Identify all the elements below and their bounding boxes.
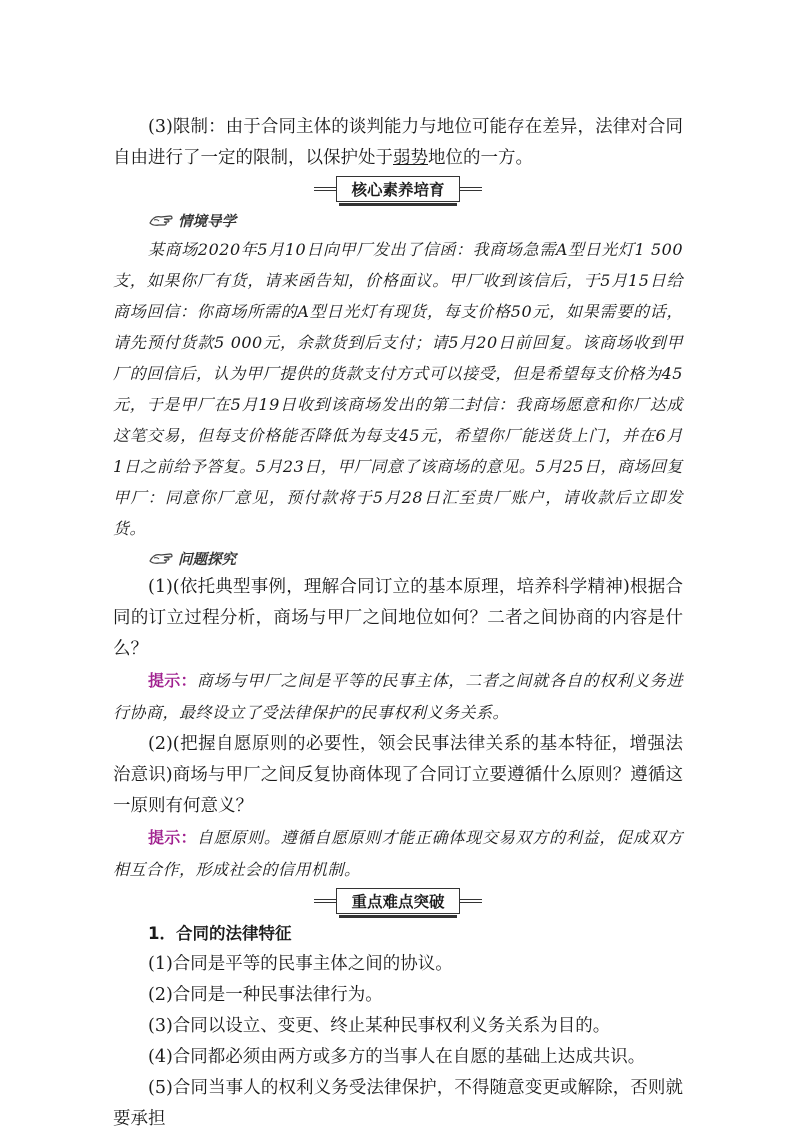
answer-2-text: 自愿原则。遵循自愿原则才能正确体现交易双方的利益，促成双方相互合作，形成社会的信用机制。 [113,828,683,879]
scenario-text: 某商场2020年5月10日向甲厂发出了信函：我商场急需A型日光灯1 500支，如果你厂有货，请来函告知，价格面议。甲厂收到该信后，于5月15日给商场回信：你商场所需的A型日光灯有现货，每支价格50元，如果需要的话，请先预付货款5 000元，余款货到后支付；请5月20日前回复。该商场收到甲厂的回信后，认为甲厂提供的货款支付方式可以接受，但是希望每支价格为45元，于是甲厂在5月19日收到该商场发出的第二封信：我商场愿意和你厂达成这笔交易，但每支价格能否降低为每支45元，希望你厂能送货上门，并在6月1日之前给予答复。5月23日，甲厂同意了该商场的意见。5月25日，商场回复甲厂：同意你厂意见，预付款将于5月28日汇至贵厂账户，请收款后立即发货。 [113,240,683,538]
hand-pointer-icon [148,549,174,567]
document-page [113,112,683,1135]
features-heading: 1．合同的法律特征 [148,924,292,943]
subheading-scenario-label: 情境导学 [178,213,236,230]
feature-item: (1)合同是平等的民事主体之间的协议。 [148,954,453,974]
tip-label: 提示： [148,671,197,690]
subheading-scenario [148,206,683,234]
intro-text: (3)限制：由于合同主体的谈判能力与地位可能存在差异，法律对合同自由进行了一定的限制，以保护处于 [113,117,683,168]
banner-left-line [314,187,336,191]
answer-1-text: 商场与甲厂之间是平等的民事主体，二者之间就各自的权利义务进行协商，最终设立了受法律保护的民事权利义务关系。 [113,671,683,722]
section-banner-core [113,176,683,202]
intro-paragraph [113,112,683,174]
intro-text-end: 地位的一方。 [428,148,533,168]
feature-item: (3)合同以设立、变更、终止某种民事权利义务关系为目的。 [148,1016,611,1036]
feature-item: (2)合同是一种民事法律行为。 [148,985,383,1005]
feature-item: (4)合同都必须由两方或多方的当事人在自愿的基础上达成共识。 [148,1047,646,1067]
answer-2 [113,822,683,886]
banner-left-line [314,899,336,903]
answer-1 [113,665,683,729]
banner-right-line [460,187,482,191]
section-title-key: 重点难点突破 [336,888,459,914]
underlined-word: 弱势 [393,148,428,168]
subheading-inquiry-label: 问题探究 [178,551,236,568]
hand-pointer-icon [148,211,174,229]
subheading-inquiry [148,544,683,572]
question-1: (1)(依托典型事例，理解合同订立的基本原理，培养科学精神)根据合同的订立过程分析，商场与甲厂之间地位如何？二者之间协商的内容是什么？ [113,577,683,659]
feature-item: (5)合同当事人的权利义务受法律保护，不得随意变更或解除，否则就要承担 [113,1078,683,1129]
section-banner-key [113,888,683,914]
banner-right-line [460,899,482,903]
question-2: (2)(把握自愿原则的必要性，领会民事法律关系的基本特征，增强法治意识)商场与甲厂之间反复协商体现了合同订立要遵循什么原则？遵循这一原则有何意义？ [113,734,683,816]
section-title-core: 核心素养培育 [336,176,459,202]
tip-label: 提示： [148,828,197,847]
